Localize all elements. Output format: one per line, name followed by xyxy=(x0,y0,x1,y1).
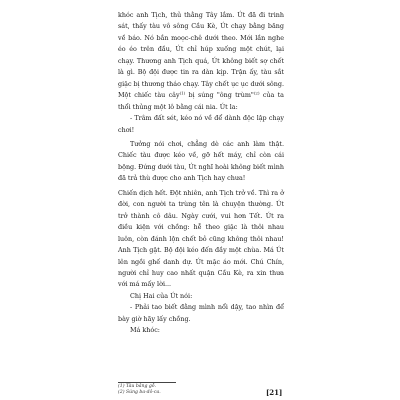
dialogue-line: - Phải tao biết đằng mình nổi dậy, tao nhìn để bày giờ hãy lấy chồng. xyxy=(118,303,284,323)
paragraph: Chiến dịch hết. Đột nhiên, anh Tịch trở về. Thì ra ở đời, con người ta trùng tên là chuyện thường. Út trở thành cô dâu. Ngày cưới, vui hơn Tết. Út ra điều kiện với chồng: hễ theo giặc là thôi nhau luôn, còn đánh lộn chết bỏ cũng không thôi nhau! Anh Tịch gật. Bộ đội kéo đến đầy một chùa. Má Út lên ngồi ghế danh dự. Út mặc áo mới. Chú Chín, người chỉ huy cao nhất quận Cầu Kè, ra xin thưa với má mấy lời... xyxy=(118,188,284,289)
paragraph: Chị Hai của Út nói: xyxy=(130,291,193,300)
paragraph: Tưởng nói chơi, chẳng dè các anh làm thật. Chiếc tàu được kéo về, gỡ hết máy, chỉ còn cái bộng. Đứng dưới tàu, Út nghĩ hoài không biết mình đã trả thù được cho anh Tịch hay chưa! xyxy=(118,139,284,183)
paragraph: Má khóc: xyxy=(130,326,160,335)
paragraph: khóc anh Tịch, thủ thằng Tây lắm. Út đã đi trinh sát, thấy tàu vô sông Cầu Kè, Út chạy bằng băng về báo. Nó bắn moọc-chê dưới theo. Mới lần nghe éo éo trên đầu, Út chỉ húp xuống một chút, lại chạy. Thương anh Tịch quá, Út không biết sợ chết là gì. Bộ đội được tin ra dàn kịp. Trận ấy, tàu sắt giặc bị thương tháo chạy. Tây chết ục ục dưới sông. Một chiếc tàu cây$^{(1)}$ bị súng "ông trùm"$^{(2)}$ của ta thổi thủng một lô bằng cái nia. Út la: xyxy=(118,11,285,111)
footnote: (2) Súng ba-dô-ca. xyxy=(118,390,161,395)
footnote-ref: (2) xyxy=(253,90,260,96)
page-number: [21] xyxy=(266,388,283,397)
body-text xyxy=(118,10,284,337)
footnotes xyxy=(118,384,161,396)
footnote: (1) Tàu bằng gỗ. xyxy=(118,384,157,389)
footnote-ref: (1) xyxy=(179,90,186,96)
footnote-divider xyxy=(118,382,176,383)
dialogue-line: - Trâm đất sét, kéo nó về để dành độc lập chạy chơi! xyxy=(118,114,284,134)
